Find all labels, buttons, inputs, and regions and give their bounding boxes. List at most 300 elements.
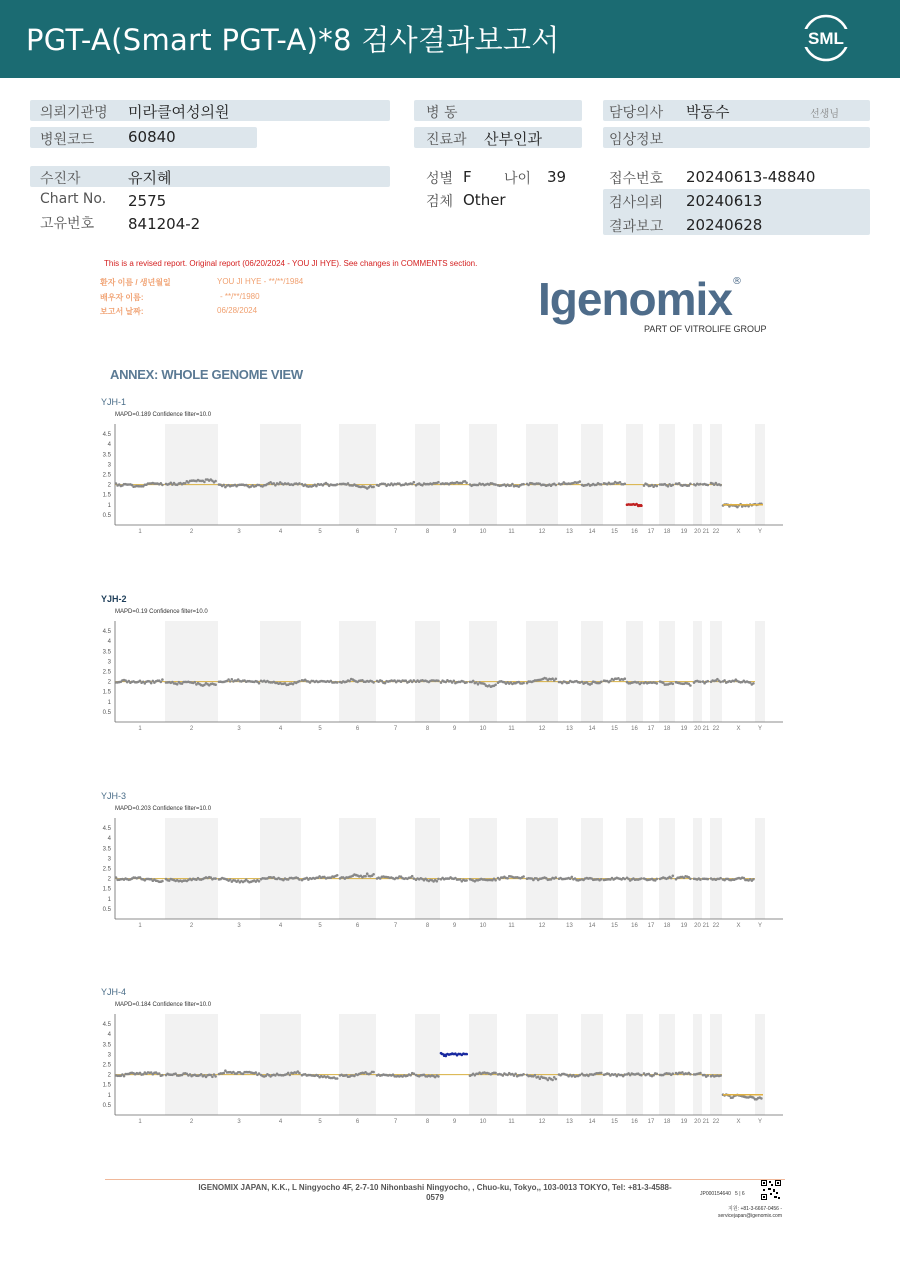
chromosome-band (626, 1014, 643, 1115)
x-tick-label: 19 (680, 726, 688, 732)
x-tick-label: 11 (508, 726, 515, 732)
x-tick-label: 22 (712, 529, 720, 535)
data-point (289, 1074, 292, 1077)
x-tick-label: 10 (479, 923, 487, 929)
chromosome-band (415, 424, 440, 525)
x-tick-label: Y (757, 726, 763, 732)
data-point (534, 1074, 537, 1077)
data-point (624, 1073, 627, 1076)
chromosome-band (165, 1014, 218, 1115)
x-tick-label: 15 (611, 726, 618, 732)
data-point (161, 484, 164, 487)
data-point (298, 878, 301, 881)
y-tick-label: 4 (107, 836, 111, 843)
data-point (336, 874, 339, 877)
x-tick-label: 12 (538, 1119, 546, 1125)
data-point (672, 484, 675, 487)
result-label: 결과보고 (609, 219, 664, 235)
y-tick-label: 4 (107, 442, 111, 449)
data-point (522, 1073, 525, 1076)
chromosome-band (415, 1014, 440, 1115)
report-title: PGT-A(Smart PGT-A)*8 검사결과보고서 (26, 23, 560, 57)
chromosome-band (626, 621, 643, 722)
sml-logo (802, 14, 850, 62)
x-tick-label: 6 (355, 1119, 360, 1125)
x-tick-label: 20 (694, 529, 701, 535)
data-point (719, 681, 722, 684)
x-tick-label: 18 (663, 1119, 671, 1125)
x-tick-label: Y (757, 529, 763, 535)
x-tick-label: 21 (702, 923, 710, 929)
x-tick-label: 5 (318, 726, 322, 732)
data-point (672, 683, 675, 686)
data-point (223, 484, 226, 487)
data-point (752, 682, 755, 685)
data-point (372, 486, 375, 489)
y-tick-label: 1 (107, 1092, 111, 1099)
annex-title: ANNEX: WHOLE GENOME VIEW (110, 367, 303, 382)
data-point (699, 1072, 702, 1075)
x-tick-label: 2 (189, 1119, 194, 1125)
receipt-label: 접수번호 (609, 171, 664, 187)
receipt-value: 20240613-48840 (686, 168, 816, 186)
x-tick-label: 10 (479, 1119, 487, 1125)
y-tick-label: 1.5 (102, 492, 111, 499)
chromosome-band (581, 818, 603, 919)
x-tick-label: 14 (588, 1119, 596, 1125)
x-tick-label: 11 (508, 1119, 515, 1125)
y-tick-label: 1.5 (102, 886, 111, 893)
y-tick-label: 3 (107, 462, 111, 469)
data-point (372, 681, 375, 684)
chromosome-band (165, 621, 218, 722)
x-tick-label: 4 (278, 726, 283, 732)
data-point (229, 878, 232, 881)
data-point (494, 483, 497, 486)
x-tick-label: 11 (508, 923, 515, 929)
x-tick-label: X (736, 726, 741, 732)
data-point (719, 1074, 722, 1077)
x-tick-label: 4 (278, 1119, 283, 1125)
data-point (522, 682, 525, 685)
x-tick-label: 10 (479, 529, 487, 535)
chromosome-band (693, 621, 702, 722)
request-value: 20240613 (686, 192, 763, 210)
data-point (231, 678, 234, 681)
data-point (494, 1072, 497, 1075)
data-point (656, 682, 659, 685)
data-point (522, 483, 525, 486)
chromosome-band (469, 621, 497, 722)
x-tick-label: 2 (189, 529, 194, 535)
data-point (372, 873, 375, 876)
data-point (723, 679, 726, 682)
data-point (115, 876, 118, 879)
data-point (214, 1075, 217, 1078)
y-tick-label: 4.5 (102, 629, 111, 636)
data-point (579, 480, 582, 483)
chromosome-band (469, 424, 497, 525)
y-tick-label: 1 (107, 502, 111, 509)
x-tick-label: 21 (702, 529, 710, 535)
x-tick-label: 22 (712, 1119, 720, 1125)
x-tick-label: 2 (189, 726, 194, 732)
x-tick-label: 15 (611, 923, 618, 929)
data-point (551, 1079, 554, 1082)
y-tick-label: 2.5 (102, 669, 111, 676)
panel-mapd-4: MAPD=0.184 Confidence filter=10.0 (115, 1002, 212, 1008)
data-point (707, 1074, 710, 1077)
y-tick-label: 2 (107, 876, 111, 883)
chromosome-band (755, 424, 765, 525)
x-tick-label: 7 (393, 529, 398, 535)
doctor-suffix: 선생님 (810, 109, 839, 120)
chromosome-band (469, 1014, 497, 1115)
dept-label: 진료과 (426, 132, 467, 148)
data-point (411, 875, 414, 878)
report-partner-value: - **/**/1980 (220, 292, 260, 301)
patient-label: 수진자 (40, 171, 81, 187)
data-point (555, 678, 558, 681)
y-tick-label: 4.5 (102, 1022, 111, 1029)
data-point (600, 681, 603, 684)
x-tick-label: 18 (663, 529, 671, 535)
cnv-plot-yjh-1 (95, 420, 795, 540)
data-point (689, 483, 692, 486)
data-point (160, 681, 163, 684)
chart-value: 2575 (128, 192, 167, 210)
data-point (707, 484, 710, 487)
data-point (255, 1071, 258, 1074)
igenomix-logo-sub: PART OF VITROLIFE GROUP (644, 324, 767, 334)
qr-code-icon (761, 1180, 781, 1200)
data-point (522, 875, 525, 878)
data-point (656, 1073, 659, 1076)
data-point (656, 878, 659, 881)
data-point (555, 1078, 558, 1081)
data-point (689, 1073, 692, 1076)
x-tick-label: 13 (566, 529, 573, 535)
chromosome-band (710, 424, 722, 525)
chromosome-band (710, 818, 722, 919)
y-tick-label: 1 (107, 699, 111, 706)
chromosome-band (581, 1014, 603, 1115)
x-tick-label: 3 (237, 726, 241, 732)
y-tick-label: 2 (107, 679, 111, 686)
sex-value: F (463, 168, 472, 186)
chromosome-band (755, 818, 765, 919)
data-point (465, 482, 468, 485)
footer-code-id: JP000154640 (700, 1191, 731, 1197)
x-tick-label: 15 (611, 1119, 618, 1125)
x-tick-label: Y (757, 923, 763, 929)
chromosome-band (626, 424, 643, 525)
data-point (719, 484, 722, 487)
footer-doc-code (700, 1191, 745, 1197)
data-point (161, 1074, 164, 1077)
data-point (494, 879, 497, 882)
data-point (579, 879, 582, 882)
data-point (511, 483, 514, 486)
report-header (0, 0, 900, 78)
data-point (123, 1075, 126, 1078)
x-tick-label: 22 (712, 726, 720, 732)
data-point (258, 880, 261, 883)
report-date-value: 06/28/2024 (217, 306, 258, 315)
x-tick-label: 1 (138, 529, 142, 535)
y-tick-label: 1.5 (102, 689, 111, 696)
specimen-value: Other (463, 191, 506, 209)
data-point (699, 681, 702, 684)
x-tick-label: 7 (393, 923, 398, 929)
data-point (436, 880, 439, 883)
chromosome-band (339, 818, 376, 919)
y-tick-label: 4 (107, 1032, 111, 1039)
x-tick-label: 1 (138, 1119, 142, 1125)
chromosome-band (693, 424, 702, 525)
x-tick-label: 3 (237, 923, 241, 929)
chromosome-band (260, 818, 301, 919)
x-tick-label: 18 (663, 923, 671, 929)
y-tick-label: 2 (107, 1072, 111, 1079)
chromosome-band (415, 818, 440, 919)
x-tick-label: 16 (631, 923, 638, 929)
y-tick-label: 3.5 (102, 846, 111, 853)
x-tick-label: 19 (680, 529, 688, 535)
chart-label: Chart No. (40, 191, 107, 207)
x-tick-label: 5 (318, 923, 322, 929)
chromosome-band (659, 621, 675, 722)
data-point (640, 1074, 643, 1077)
chromosome-band (526, 621, 558, 722)
data-point (413, 877, 416, 880)
data-point (689, 878, 692, 881)
chromosome-band (626, 818, 643, 919)
data-point (555, 876, 558, 879)
specimen-label: 검체 (426, 194, 454, 210)
x-tick-label: 9 (452, 529, 457, 535)
chromosome-band (710, 1014, 722, 1115)
data-point (640, 877, 643, 880)
data-point (672, 1072, 675, 1075)
y-tick-label: 2.5 (102, 472, 111, 479)
y-tick-label: 4 (107, 639, 111, 646)
igenomix-logo (538, 273, 767, 334)
data-point (624, 878, 627, 881)
data-point (670, 877, 673, 880)
chromosome-band (260, 1014, 301, 1115)
sex-label: 성별 (426, 171, 454, 187)
x-tick-label: 16 (631, 1119, 638, 1125)
data-point (203, 481, 206, 484)
chromosome-band (339, 424, 376, 525)
x-tick-label: 4 (278, 923, 283, 929)
chromosome-band (526, 424, 558, 525)
report-date-label: 보고서 날짜: (100, 307, 144, 316)
x-tick-label: 19 (680, 923, 688, 929)
data-point (760, 1097, 763, 1100)
x-tick-label: 17 (647, 726, 655, 732)
x-tick-label: 1 (138, 726, 142, 732)
chromosome-band (526, 818, 558, 919)
x-tick-label: 19 (680, 1119, 688, 1125)
patient-bar (30, 166, 390, 187)
y-tick-label: 0.5 (102, 906, 111, 913)
data-point (366, 872, 369, 875)
x-tick-label: 14 (588, 726, 596, 732)
revised-note: This is a revised report. Original report (06/20/2024 - YOU JI HYE). See changes in COMMENTS section. (104, 259, 478, 268)
x-tick-label: 16 (631, 529, 638, 535)
data-point (689, 684, 692, 687)
x-tick-label: 15 (611, 529, 618, 535)
clinical-label: 임상정보 (609, 132, 664, 148)
x-tick-label: 2 (189, 923, 194, 929)
x-tick-label: 13 (566, 923, 573, 929)
x-tick-label: 12 (538, 529, 546, 535)
data-point (214, 683, 217, 686)
data-point (624, 483, 627, 486)
age-label: 나이 (504, 171, 532, 187)
data-point (437, 1075, 440, 1078)
footer-contact: 지원: +81-3-6667-0456 - servicejapan@igenomix.com (718, 1206, 782, 1219)
request-label: 검사의뢰 (609, 195, 664, 211)
x-tick-label: X (736, 923, 741, 929)
data-point (600, 1072, 603, 1075)
cnv-plot-yjh-2 (95, 617, 795, 737)
chromosome-band (339, 1014, 376, 1115)
y-tick-label: 1.5 (102, 1082, 111, 1089)
cnv-plot-yjh-4 (95, 1010, 795, 1130)
x-tick-label: 7 (393, 726, 398, 732)
panel-title-1: YJH-1 (101, 397, 127, 407)
footer-address: IGENOMIX JAPAN, K.K., L Ningyocho 4F, 2-7-10 Nihonbashi Ningyocho, , Chuo-ku, Tokyo,, 103-0013 TOKYO, Tel: +81-3-4588-0579 (198, 1183, 672, 1202)
data-point (707, 680, 710, 683)
chromosome-band (415, 621, 440, 722)
data-point (298, 680, 301, 683)
x-tick-label: 8 (425, 529, 430, 535)
x-tick-label: 8 (425, 726, 430, 732)
x-tick-label: 8 (425, 1119, 430, 1125)
hospital-code-value: 60840 (128, 128, 176, 146)
data-point (229, 680, 232, 683)
report-patient-label: 환자 이름 / 생년월일 (100, 278, 171, 287)
chromosome-band (165, 424, 218, 525)
data-point (158, 1072, 161, 1075)
footer-divider (105, 1179, 785, 1180)
y-tick-label: 3 (107, 856, 111, 863)
chromosome-band (693, 1014, 702, 1115)
id-value: 841204-2 (128, 215, 201, 233)
panel-mapd-3: MAPD=0.203 Confidence filter=10.0 (115, 806, 212, 812)
x-tick-label: 14 (588, 923, 596, 929)
data-point (465, 681, 468, 684)
data-point (223, 1072, 226, 1075)
data-point (298, 1072, 301, 1075)
panel-title-2: YJH-2 (101, 594, 127, 604)
data-point (176, 683, 179, 686)
panel-mapd-1: MAPD=0.189 Confidence filter=10.0 (115, 412, 212, 418)
data-point (364, 875, 367, 878)
x-tick-label: 20 (694, 726, 701, 732)
data-point (699, 878, 702, 881)
chromosome-band (581, 621, 603, 722)
y-tick-label: 3.5 (102, 649, 111, 656)
x-tick-label: Y (757, 1119, 763, 1125)
x-tick-label: 18 (663, 726, 671, 732)
x-tick-label: 3 (237, 529, 241, 535)
hospital-value: 미라클여성의원 (128, 103, 230, 121)
data-point (211, 1076, 214, 1079)
x-tick-label: 17 (647, 923, 655, 929)
data-point (437, 878, 440, 881)
x-tick-label: 21 (702, 1119, 710, 1125)
y-tick-label: 3.5 (102, 1042, 111, 1049)
x-tick-label: 6 (355, 529, 360, 535)
data-point (579, 681, 582, 684)
y-tick-label: 2 (107, 482, 111, 489)
data-point (624, 677, 627, 680)
chromosome-band (755, 621, 765, 722)
chromosome-band (581, 424, 603, 525)
footer-page: 5 | 6 (735, 1191, 745, 1197)
data-point (672, 875, 675, 878)
chromosome-band (260, 424, 301, 525)
y-tick-label: 2.5 (102, 866, 111, 873)
x-tick-label: 4 (278, 529, 283, 535)
x-tick-label: 13 (566, 726, 573, 732)
hospital-label: 의뢰기관명 (40, 105, 108, 121)
data-point (600, 878, 603, 881)
y-tick-label: 3 (107, 1052, 111, 1059)
x-tick-label: 9 (452, 726, 457, 732)
data-point (161, 678, 164, 681)
data-point (707, 878, 710, 881)
chromosome-band (659, 1014, 675, 1115)
data-point (699, 483, 702, 486)
data-point (413, 1072, 416, 1075)
data-point (194, 681, 197, 684)
registered-mark: ® (731, 276, 742, 287)
x-tick-label: 12 (538, 726, 546, 732)
hospital-code-label: 병원코드 (40, 132, 95, 148)
x-tick-label: 6 (355, 726, 360, 732)
chromosome-band (693, 818, 702, 919)
x-tick-label: 10 (479, 726, 487, 732)
dept-value: 산부인과 (484, 130, 542, 148)
data-point (214, 877, 217, 880)
x-tick-label: 17 (647, 1119, 655, 1125)
igenomix-logo-word: Igenomix (538, 273, 732, 325)
patient-value: 유지혜 (128, 169, 172, 187)
data-point (600, 483, 603, 486)
data-point (258, 682, 261, 685)
data-point (214, 480, 217, 483)
x-tick-label: 5 (318, 529, 322, 535)
age-value: 39 (547, 168, 567, 186)
data-point (372, 1071, 375, 1074)
x-tick-label: 13 (566, 1119, 573, 1125)
result-value: 20240628 (686, 216, 763, 234)
x-tick-label: 14 (588, 529, 596, 535)
report-partner-label: 배우자 이름: (100, 293, 144, 302)
chromosome-band (710, 621, 722, 722)
y-tick-label: 3.5 (102, 452, 111, 459)
x-tick-label: X (736, 529, 741, 535)
x-tick-label: 17 (647, 529, 655, 535)
data-point (413, 481, 416, 484)
y-tick-label: 2.5 (102, 1062, 111, 1069)
chromosome-band (469, 818, 497, 919)
